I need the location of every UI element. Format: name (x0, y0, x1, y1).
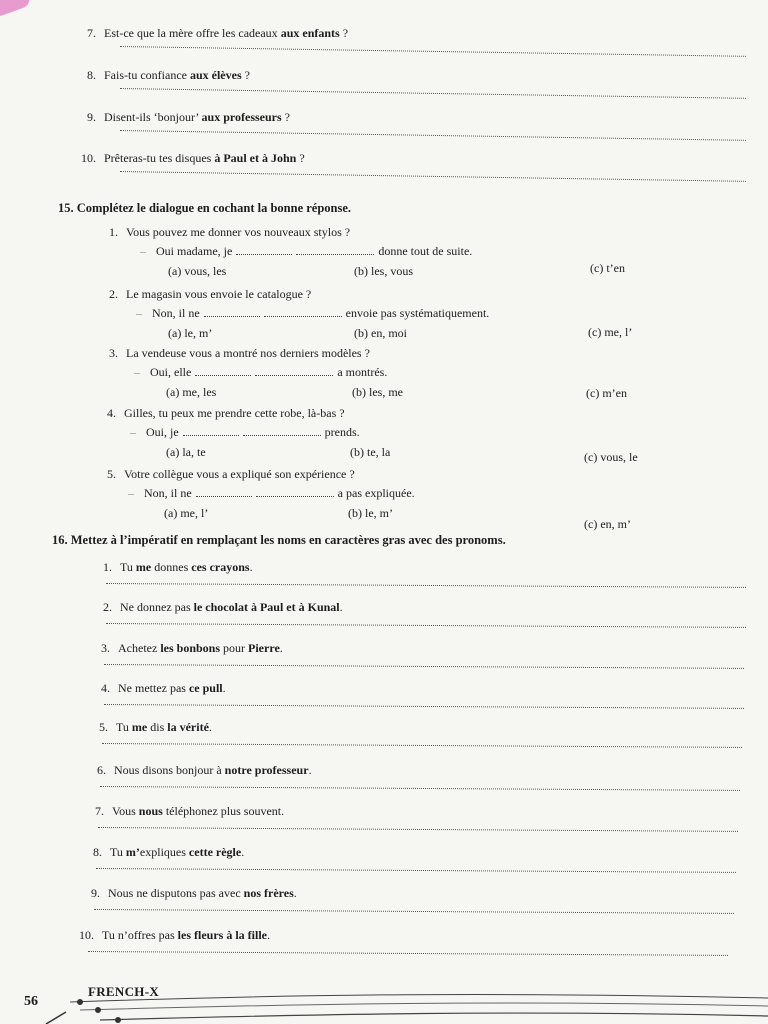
question-text: Disent-ils ‘bonjour’ (104, 110, 202, 124)
question-bold-text: aux élèves (189, 68, 242, 82)
question-text: Nous disons bonjour à (114, 763, 225, 777)
blank-2[interactable] (264, 307, 342, 317)
question-text: Le magasin vous envoie le catalogue ? (126, 287, 312, 301)
option-b: (b) en, moi (354, 326, 407, 340)
answer-start: Non, il ne (152, 306, 200, 320)
footer-decoration (0, 990, 768, 1024)
question-punct: ? (339, 26, 349, 40)
dash: – (136, 306, 142, 320)
question-text: Est-ce que la mère offre les cadeaux (104, 26, 281, 40)
question-punct: . (222, 681, 226, 695)
answer-line[interactable] (88, 951, 728, 956)
dash: – (128, 486, 134, 500)
option-a: (a) vous, les (168, 264, 227, 278)
answer-line[interactable] (120, 171, 746, 182)
question-text: donnes (151, 560, 192, 574)
page-number: 56 (24, 994, 38, 1009)
question-number: 7. (87, 26, 96, 40)
question-bold-text: les fleurs à la fille (177, 928, 267, 942)
dialogue-answer (140, 244, 472, 259)
dialogue-answer (134, 365, 387, 380)
answer-end: a montrés. (337, 365, 388, 379)
blank-2[interactable] (255, 366, 333, 376)
question-number: 3. (101, 641, 110, 655)
answer-end: donne tout de suite. (378, 244, 473, 258)
question-text: téléphonez plus souvent (162, 804, 282, 818)
blank-1[interactable] (195, 366, 251, 376)
question-text: Prêteras-tu tes disques (104, 151, 215, 165)
dialogue-question (94, 406, 345, 421)
question-bold-text: notre professeur (224, 763, 309, 777)
question-number: 8. (93, 845, 102, 859)
question-bold-text: nos frères (243, 886, 294, 900)
question-text: dis (147, 720, 168, 734)
question-bold-text: m’ (125, 845, 140, 859)
option-c: (c) me, l’ (588, 325, 633, 339)
question-row (80, 845, 244, 860)
question-text: Tu (110, 845, 126, 859)
option-b: (b) les, me (352, 385, 403, 399)
question-text: Ne donnez pas (120, 600, 194, 614)
question-bold-text: Pierre (248, 641, 280, 655)
question-punct: ? (281, 110, 290, 124)
question-bold-text: le chocolat à Paul et à Kunal (193, 600, 340, 614)
dialogue-answer (130, 425, 360, 440)
answer-start: Oui madame, je (156, 244, 233, 258)
question-row (84, 763, 312, 778)
answer-line[interactable] (98, 827, 738, 832)
option-b: (b) les, vous (354, 264, 413, 278)
question-number: 6. (97, 763, 106, 777)
question-number: 5. (99, 720, 108, 734)
exercise-16-heading: 16. Mettez à l’impératif en remplaçant les noms en caractères gras avec des pronoms. (52, 533, 506, 547)
question-punct: . (281, 804, 285, 818)
dialogue-answer (136, 306, 489, 321)
question-row (88, 641, 283, 656)
question-number: 4. (101, 681, 110, 695)
answer-line[interactable] (106, 583, 746, 588)
question-text: Fais-tu confiance (104, 68, 190, 82)
dialogue-answer (128, 486, 415, 501)
question-row (90, 560, 253, 575)
answer-line[interactable] (94, 909, 734, 914)
question-number: 10. (79, 928, 94, 942)
question-row (88, 681, 226, 696)
question-text: Vous pouvez me donner vos nouveaux stylos ? (126, 225, 351, 239)
option-a: (a) me, les (166, 385, 217, 399)
question-number: 7. (95, 804, 104, 818)
dialogue-question (96, 225, 350, 240)
answer-end: a pas expliquée. (337, 486, 415, 500)
question-punct: . (249, 560, 253, 574)
question-text: Achetez (118, 641, 161, 655)
exercise-15-heading: 15. Complétez le dialogue en cochant la bonne réponse. (58, 201, 352, 215)
question-row (90, 600, 343, 615)
question-bold-text: à Paul et à John (214, 151, 297, 165)
dialogue-question (96, 346, 370, 361)
question-punct: . (293, 886, 297, 900)
question-bold-text: les bonbons (160, 641, 221, 655)
answer-line[interactable] (102, 743, 742, 748)
question-number: 8. (87, 68, 96, 82)
question-punct: . (267, 928, 270, 942)
question-bold-text: me (131, 720, 148, 734)
question-bold-text: la vérité (167, 720, 209, 734)
answer-line[interactable] (96, 868, 736, 873)
option-b: (b) te, la (350, 445, 391, 459)
question-bold-text: me (135, 560, 152, 574)
question-number: 9. (87, 110, 96, 124)
question-bold-text: ces crayons (191, 560, 250, 574)
dialogue-question (96, 287, 311, 302)
answer-line[interactable] (104, 664, 744, 669)
answer-start: Oui, elle (150, 365, 192, 379)
question-number: 5. (107, 467, 116, 481)
blank-2[interactable] (243, 426, 321, 436)
question-row (72, 928, 270, 943)
option-c: (c) m’en (586, 386, 627, 400)
question-text: pour (220, 641, 249, 655)
answer-line[interactable] (100, 786, 740, 791)
question-punct: ? (241, 68, 250, 82)
option-b: (b) le, m’ (348, 506, 393, 520)
footer-title: FRENCH-X (88, 984, 160, 999)
dash: – (130, 425, 136, 439)
question-number: 2. (109, 287, 118, 301)
blank-2[interactable] (256, 487, 334, 497)
question-bold-text: aux enfants (280, 26, 340, 40)
option-c: (c) en, m’ (584, 517, 631, 531)
dash: – (140, 244, 146, 258)
question-text: Votre collègue vous a expliqué son expérience ? (124, 467, 355, 481)
blank-1[interactable] (196, 487, 252, 497)
question-text: Nous ne disputons pas avec (108, 886, 244, 900)
question-number: 1. (109, 225, 118, 239)
answer-end: envoie pas systématiquement. (345, 306, 490, 320)
question-number: 4. (107, 406, 116, 420)
question-punct: . (339, 600, 343, 614)
question-punct: ? (296, 151, 305, 165)
answer-line[interactable] (120, 130, 746, 141)
answer-line[interactable] (106, 623, 746, 628)
question-punct: . (308, 763, 312, 777)
highlighter-mark (0, 0, 32, 18)
question-text: Tu (116, 720, 132, 734)
question-row (74, 110, 290, 125)
question-row (74, 26, 348, 41)
question-text: Tu n’offres pas (102, 928, 178, 942)
answer-start: Non, il ne (144, 486, 192, 500)
question-punct: . (208, 720, 212, 734)
question-text: La vendeuse vous a montré nos derniers modèles ? (126, 346, 370, 360)
answer-line[interactable] (120, 88, 746, 99)
blank-1[interactable] (204, 307, 260, 317)
question-bold-text: aux professeurs (201, 110, 282, 124)
question-punct: . (241, 845, 245, 859)
question-text: Gilles, tu peux me prendre cette robe, là-bas ? (124, 406, 345, 420)
blank-1[interactable] (236, 245, 292, 255)
question-row (82, 804, 284, 819)
question-text: Vous (112, 804, 139, 818)
question-row (74, 68, 250, 83)
question-punct: . (279, 641, 283, 655)
question-row (78, 886, 297, 901)
option-a: (a) me, l’ (164, 506, 209, 520)
question-bold-text: nous (138, 804, 163, 818)
blank-2[interactable] (296, 245, 374, 255)
option-c: (c) t’en (590, 261, 625, 275)
answer-line[interactable] (104, 704, 744, 709)
question-text: Ne mettez pas (118, 681, 189, 695)
dash: – (134, 365, 140, 379)
question-number: 3. (109, 346, 118, 360)
answer-start: Oui, je (146, 425, 179, 439)
question-text: expliques (139, 845, 189, 859)
question-row (74, 151, 305, 166)
blank-1[interactable] (183, 426, 239, 436)
option-c: (c) vous, le (584, 450, 638, 464)
question-text: Tu (120, 560, 136, 574)
answer-end: prends. (324, 425, 360, 439)
question-number: 10. (81, 151, 96, 165)
option-a: (a) le, m’ (168, 326, 213, 340)
question-bold-text: ce pull (188, 681, 223, 695)
question-number: 9. (91, 886, 100, 900)
question-row (86, 720, 212, 735)
question-bold-text: cette règle (188, 845, 242, 859)
question-number: 2. (103, 600, 112, 614)
option-a: (a) la, te (166, 445, 206, 459)
question-number: 1. (103, 560, 112, 574)
answer-line[interactable] (120, 46, 746, 57)
dialogue-question (94, 467, 355, 482)
